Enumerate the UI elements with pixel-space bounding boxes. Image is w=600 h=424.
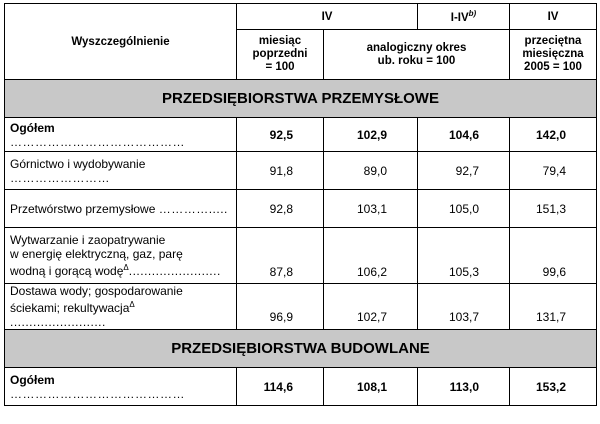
table-row xyxy=(5,228,597,284)
value-cell: 142,0 xyxy=(510,118,597,152)
section-construction: PRZEDSIĘBIORSTWA BUDOWLANE xyxy=(5,330,597,368)
value-cell: 102,7 xyxy=(324,284,418,330)
value-cell: 104,6 xyxy=(418,118,510,152)
value-cell: 87,8 xyxy=(237,228,324,284)
table-row xyxy=(5,190,597,228)
row-label: Przetwórstwo przemysłowe …………..... xyxy=(5,190,237,228)
row-label: Górnictwo i wydobywanie …………………… xyxy=(5,152,237,190)
row-label: Wytwarzanie i zaopatrywanie w energię elektryczną, gaz, parę wodną i gorącą wodę$^\Delta$........................ xyxy=(5,228,237,284)
value-cell: 92,5 xyxy=(237,118,324,152)
value-cell: 105,0 xyxy=(418,190,510,228)
value-cell: 113,0 xyxy=(418,368,510,406)
value-cell: 92,7 xyxy=(418,152,510,190)
value-cell: 151,3 xyxy=(510,190,597,228)
value-cell: 105,3 xyxy=(418,228,510,284)
header-previous-month: miesiąc poprzedni = 100 xyxy=(237,30,324,80)
value-cell: 131,7 xyxy=(510,284,597,330)
value-cell: 153,2 xyxy=(510,368,597,406)
value-cell: 103,7 xyxy=(418,284,510,330)
value-cell: 114,6 xyxy=(237,368,324,406)
value-cell: 91,8 xyxy=(237,152,324,190)
value-cell: 106,2 xyxy=(324,228,418,284)
header-same-period: analogiczny okres ub. roku = 100 xyxy=(324,30,510,80)
value-cell: 103,1 xyxy=(324,190,418,228)
table-row xyxy=(5,118,597,152)
table-row xyxy=(5,368,597,406)
statistics-table xyxy=(4,3,597,406)
value-cell: 99,6 xyxy=(510,228,597,284)
row-label: Ogółem …………………………………… xyxy=(5,118,237,152)
value-cell: 92,8 xyxy=(237,190,324,228)
section-industry: PRZEDSIĘBIORSTWA PRZEMYSŁOWE xyxy=(5,80,597,118)
header-specification: Wyszczególnienie xyxy=(5,4,237,80)
value-cell: 102,9 xyxy=(324,118,418,152)
value-cell: 96,9 xyxy=(237,284,324,330)
header-i-iv: I-IV$^{b)}$ xyxy=(418,4,510,30)
row-label: Dostawa wody; gospodarowanie ściekami; rekultywacja$^\Delta$ ......................... xyxy=(5,284,237,330)
header-iv-2: IV xyxy=(510,4,597,30)
table-row xyxy=(5,152,597,190)
value-cell: 89,0 xyxy=(324,152,418,190)
table-row xyxy=(5,284,597,330)
header-monthly-average: przeciętna miesięczna 2005 = 100 xyxy=(510,30,597,80)
value-cell: 108,1 xyxy=(324,368,418,406)
row-label: Ogółem …………………………………… xyxy=(5,368,237,406)
header-iv: IV xyxy=(237,4,418,30)
value-cell: 79,4 xyxy=(510,152,597,190)
